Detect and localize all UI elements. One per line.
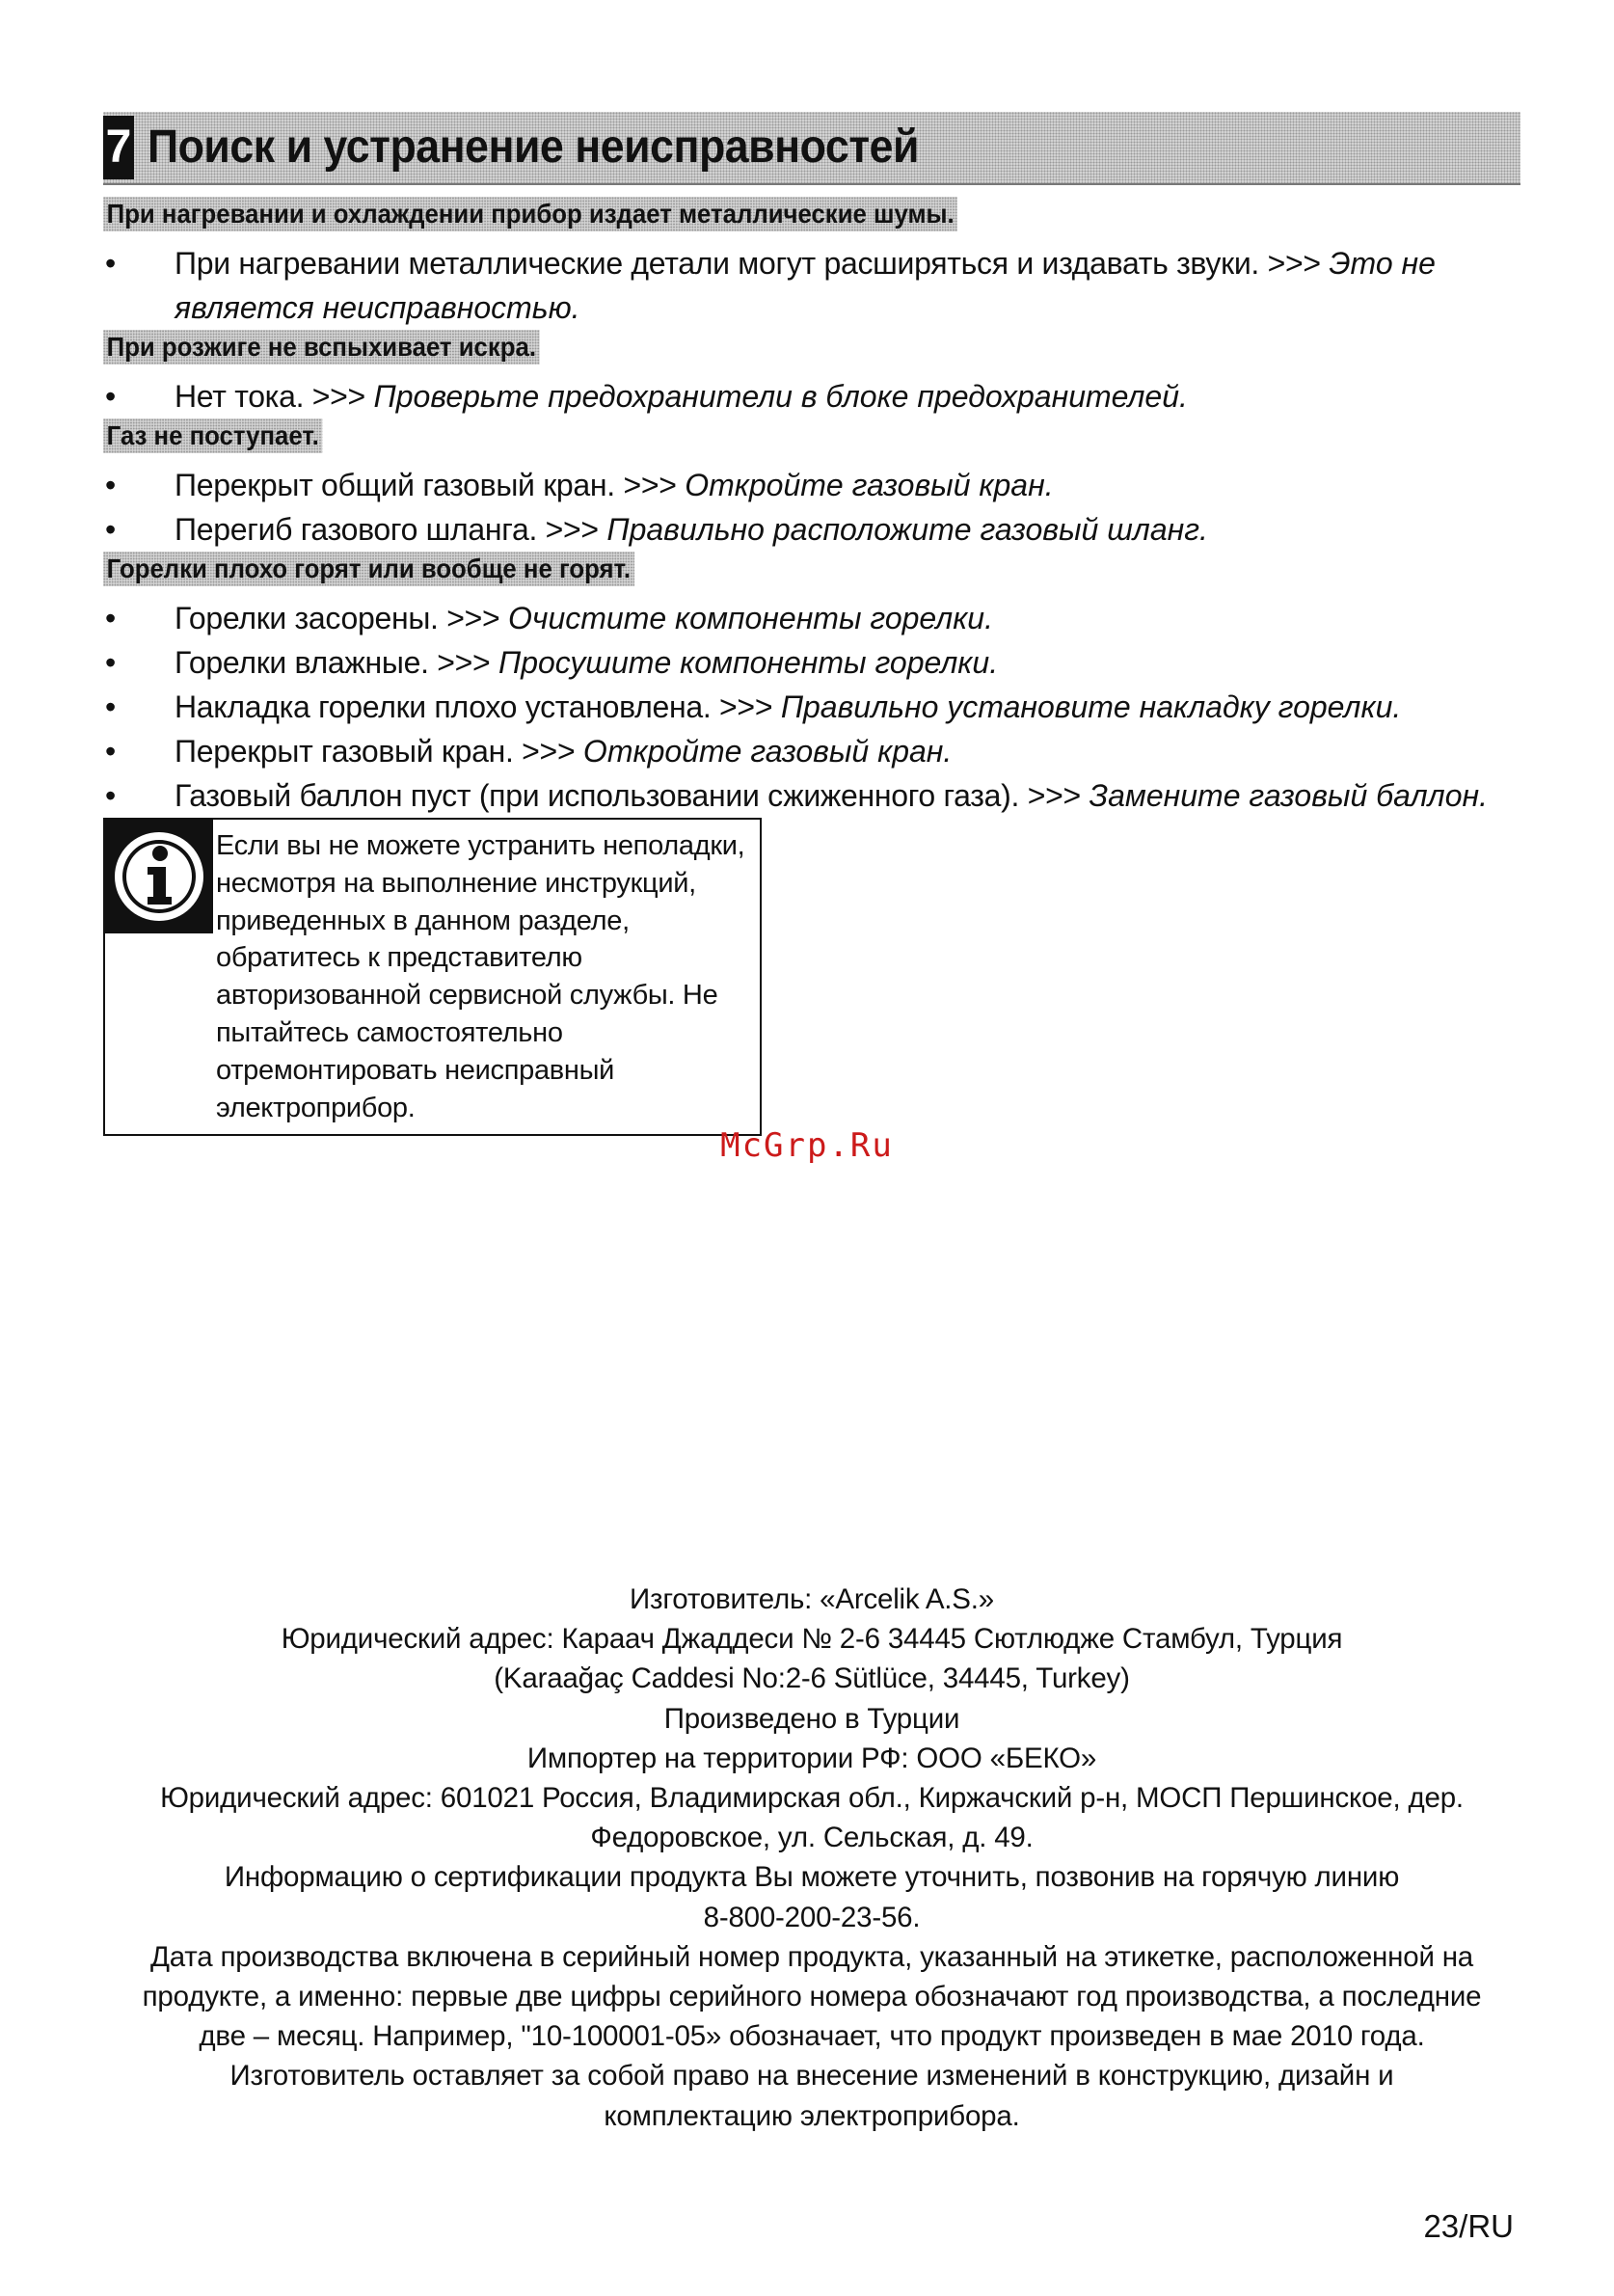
list-item <box>103 729 1520 773</box>
footer-line: Информацию о сертификации продукта Вы можете уточнить, позвонив на горячую линию <box>224 1861 1400 1894</box>
bullet-icon: • <box>105 601 117 635</box>
footer-line: Импортер на территории РФ: ООО «БЕКО» <box>526 1742 1097 1774</box>
remedy-text: Это не <box>1329 246 1436 281</box>
footer-line: две – месяц. Например, "10-100001-05» обозначает, что продукт произведен в мае 2010 года. <box>199 2020 1425 2053</box>
info-line: приведенных в данном разделе, <box>216 905 630 936</box>
section-heading: Газ не поступает. <box>103 419 323 453</box>
info-line: авторизованной сервисной службы. Не <box>216 980 718 1012</box>
page-title: Поиск и устранение неисправностей <box>148 122 919 173</box>
info-text <box>216 827 756 1126</box>
footer-line: комплектацию электроприбора. <box>604 2099 1020 2132</box>
bullet-icon: • <box>105 645 117 680</box>
footer-line: 8-800-200-23-56. <box>703 1901 921 1933</box>
info-line: пытайтесь самостоятельно <box>216 1016 563 1048</box>
list-item <box>103 685 1520 729</box>
list-item <box>103 773 1520 818</box>
remedy-text: Просушите компоненты горелки. <box>498 645 999 680</box>
manufacturer-info <box>103 1580 1520 2136</box>
list-item <box>103 463 1520 507</box>
section-heading: При нагревании и охлаждении прибор издает металлические шумы. <box>103 197 957 231</box>
remedy-text: является неисправностью. <box>175 290 580 325</box>
remedy-text: Замените газовый баллон. <box>1089 778 1488 813</box>
list-item <box>103 596 1520 640</box>
footer-line: (Karaağaç Caddesi No:2-6 Sütlüce, 34445, Turkey) <box>494 1662 1130 1695</box>
bullet-icon: • <box>105 379 117 414</box>
info-line: обратитесь к представителю <box>216 942 582 974</box>
remedy-text: Откройте газовый кран. <box>582 734 953 769</box>
chapter-header <box>103 112 1520 185</box>
cause-text: Газовый баллон пуст (при использовании сжиженного газа). >>> <box>175 778 1089 813</box>
page-number: 23/RU <box>1423 2208 1514 2244</box>
cause-text: Перекрыт газовый кран. >>> <box>175 734 583 769</box>
footer-line: продукте, а именно: первые две цифры серийного номера обозначают год производства, а последние <box>142 1981 1482 2013</box>
remedy-text: Откройте газовый кран. <box>685 468 1054 502</box>
info-line: Если вы не можете устранить неполадки, <box>216 830 745 861</box>
info-line: электроприбор. <box>216 1092 416 1123</box>
list-item <box>103 507 1520 552</box>
cause-text: Перекрыт общий газовый кран. >>> <box>175 468 686 502</box>
list-item <box>103 640 1520 685</box>
bullet-icon: • <box>105 734 117 769</box>
remedy-text: Проверьте предохранители в блоке предохранителей. <box>373 379 1188 414</box>
footer-line: Изготовитель: «Arcelik A.S.» <box>630 1583 994 1615</box>
footer-line: Произведено в Турции <box>663 1702 960 1735</box>
cause-text: Нет тока. >>> <box>175 379 374 414</box>
remedy-text: Правильно расположите газовый шланг. <box>606 512 1208 547</box>
info-note <box>103 818 762 1136</box>
info-icon <box>105 820 213 933</box>
bullet-icon: • <box>105 468 117 502</box>
list-item <box>103 241 1520 330</box>
bullet-icon: • <box>105 689 117 724</box>
cause-text: Перегиб газового шланга. >>> <box>175 512 607 547</box>
list-item <box>103 374 1520 419</box>
footer-line: Юридический адрес: Караач Джаддеси № 2-6 34445 Сютлюдже Стамбул, Турция <box>281 1623 1343 1656</box>
cause-text: Горелки засорены. >>> <box>175 601 508 635</box>
bullet-icon: • <box>105 512 117 547</box>
info-line: отремонтировать неисправный <box>216 1054 615 1086</box>
footer-line: Юридический адрес: 601021 Россия, Владимирская обл., Киржачский р-н, МОСП Першинское, дер. <box>160 1782 1464 1815</box>
cause-text: Горелки влажные. >>> <box>175 645 498 680</box>
info-line: несмотря на выполнение инструкций, <box>216 867 696 899</box>
remedy-text: Правильно установите накладку горелки. <box>780 689 1402 724</box>
footer-line: Федоровское, ул. Сельская, д. 49. <box>590 1822 1034 1854</box>
chapter-number: 7 <box>103 116 134 179</box>
section-heading: Горелки плохо горят или вообще не горят. <box>103 552 634 586</box>
troubleshooting-list <box>103 197 1520 818</box>
bullet-icon: • <box>105 778 117 813</box>
footer-line: Изготовитель оставляет за собой право на внесение изменений в конструкцию, дизайн и <box>229 2060 1394 2093</box>
footer-line: Дата производства включена в серийный номер продукта, указанный на этикетке, расположенной на <box>149 1940 1474 1973</box>
watermark: McGrp.Ru <box>720 1126 894 1165</box>
section-heading: При розжиге не вспыхивает искра. <box>103 330 540 365</box>
bullet-icon: • <box>105 246 117 281</box>
cause-text: При нагревании металлические детали могут расширяться и издавать звуки. >>> <box>175 246 1330 281</box>
remedy-text: Очистите компоненты горелки. <box>507 601 993 635</box>
cause-text: Накладка горелки плохо установлена. >>> <box>175 689 781 724</box>
